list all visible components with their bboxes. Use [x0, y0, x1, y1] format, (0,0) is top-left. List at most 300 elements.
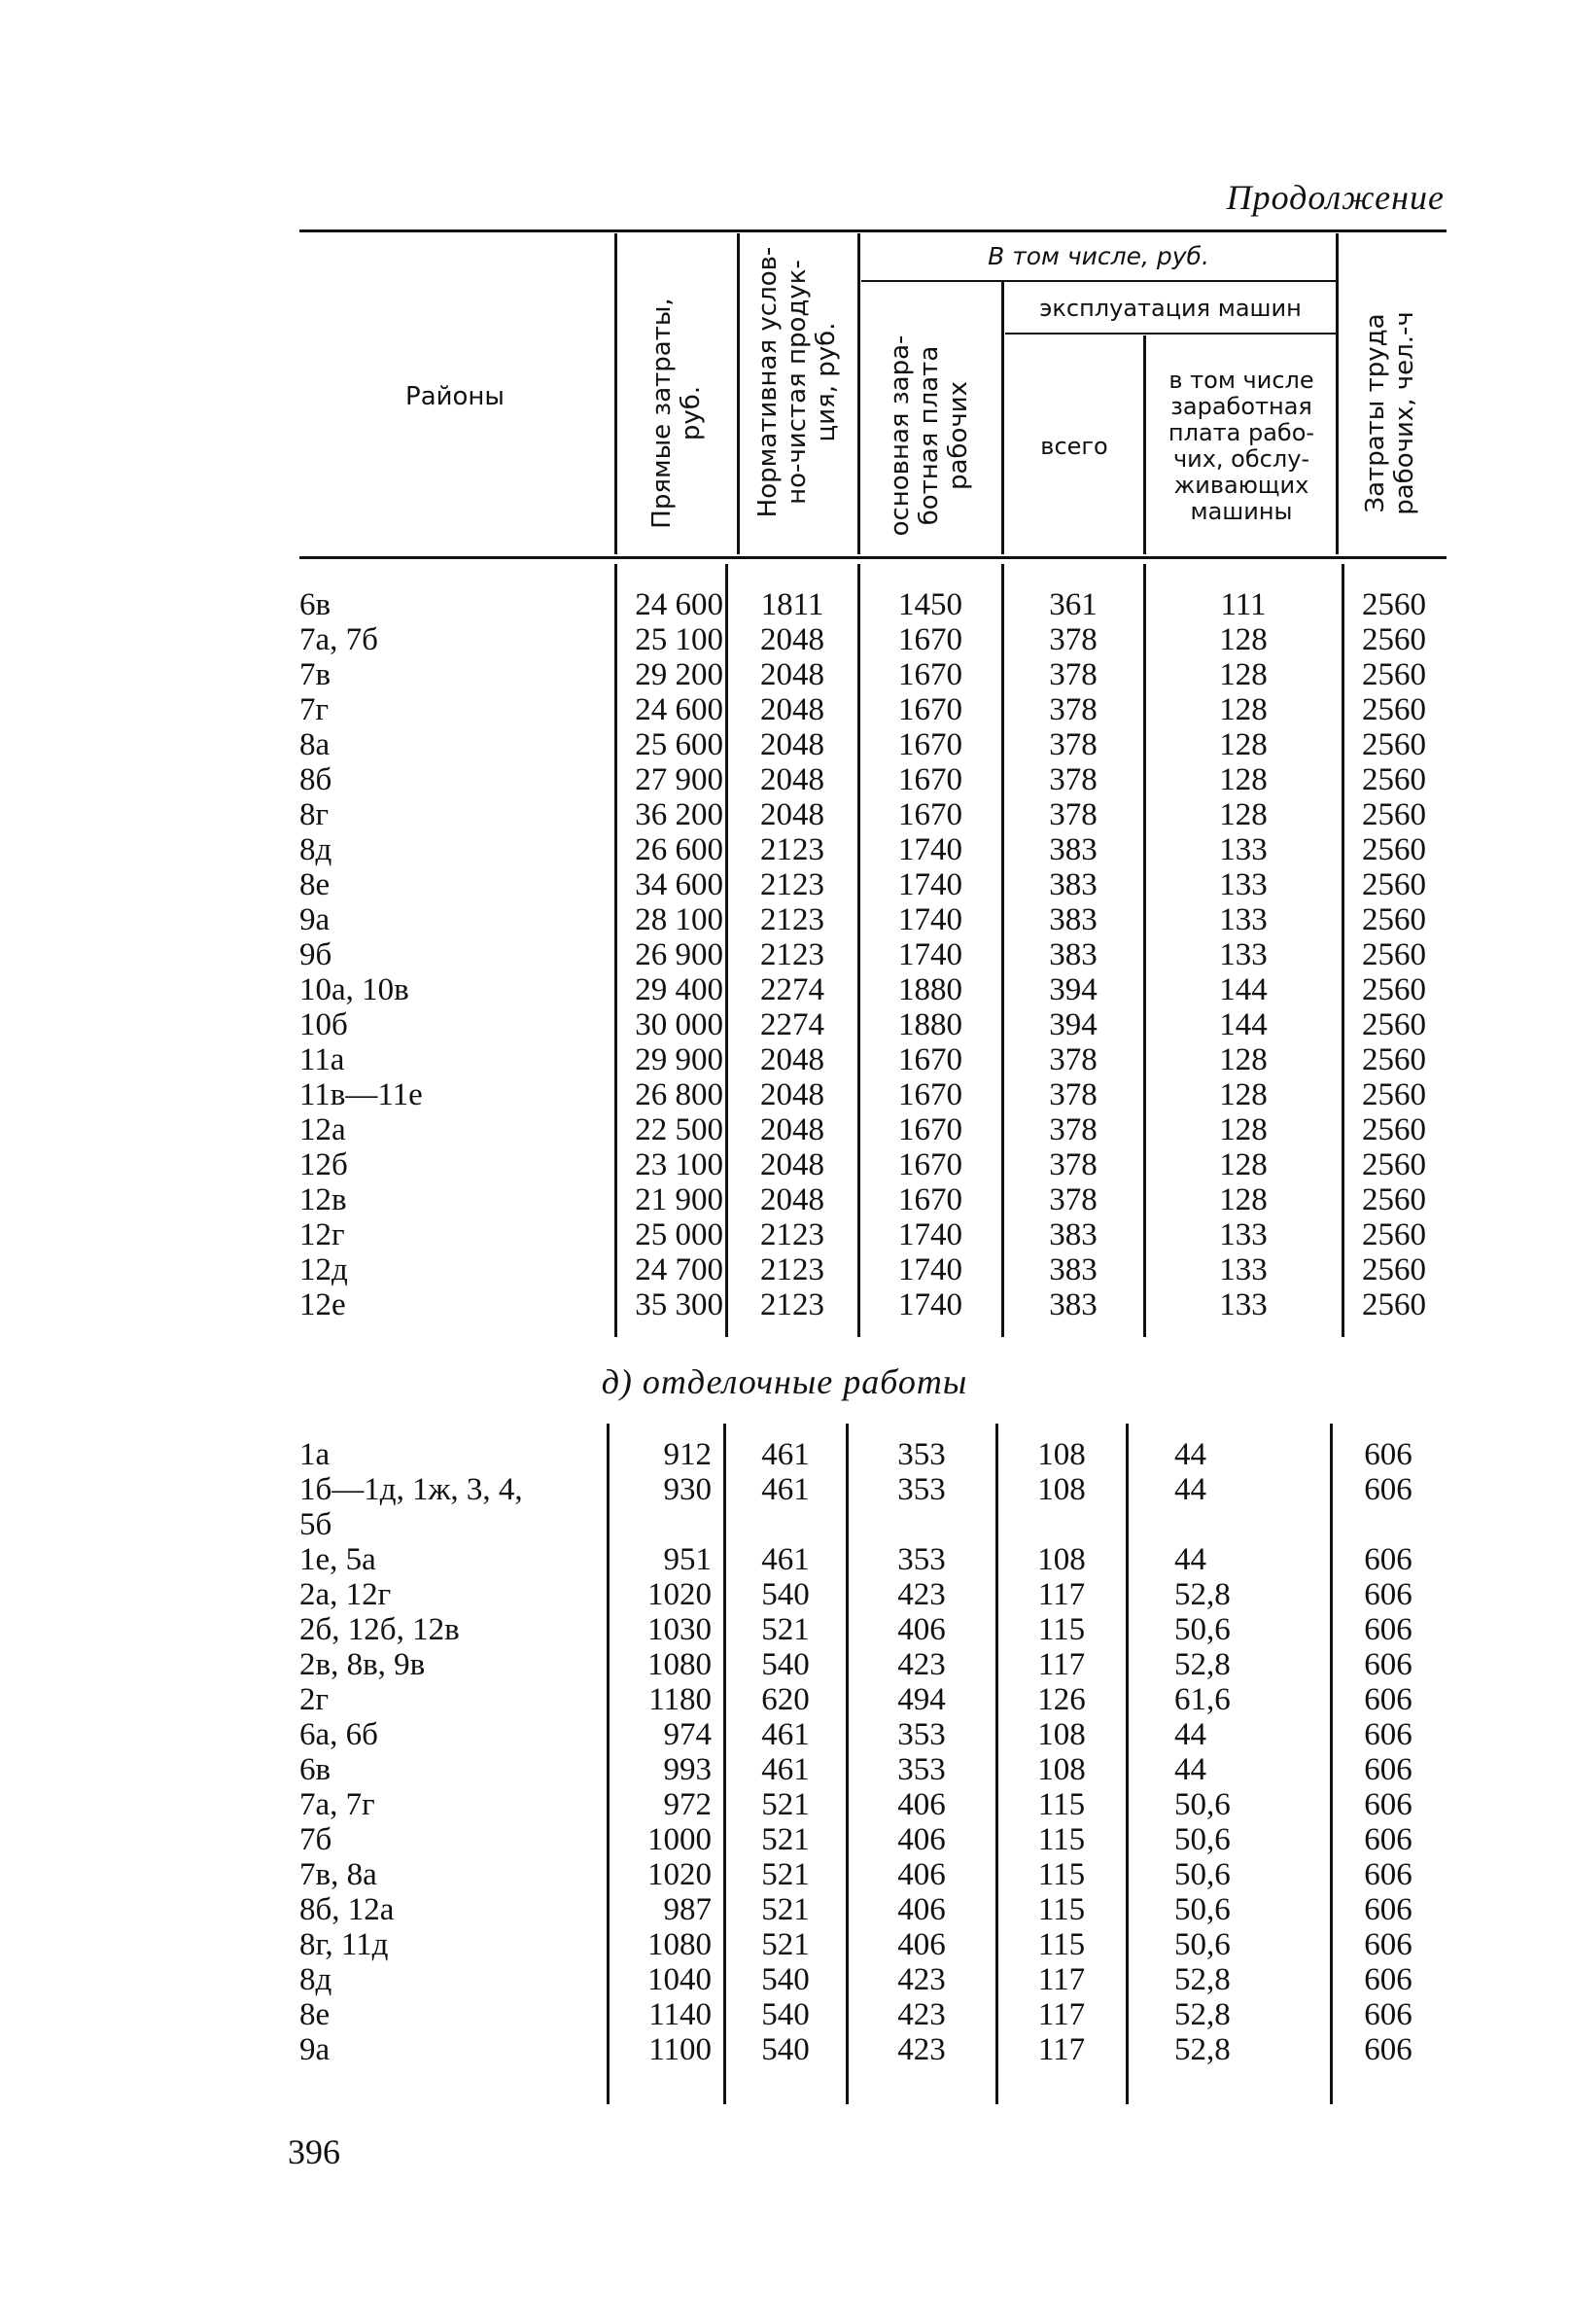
table-cell: 606: [1364, 1962, 1412, 1997]
table-cell: 378: [1049, 1182, 1098, 1217]
table-cell: 353: [897, 1472, 946, 1507]
table-cell: 1740: [898, 1217, 962, 1252]
table-cell: 2123: [760, 867, 824, 902]
row-label: 8г, 11д: [299, 1927, 389, 1962]
table-cell: 521: [761, 1787, 810, 1822]
table-cell: 606: [1364, 1542, 1412, 1577]
table-cell: 406: [897, 1927, 946, 1962]
table-cell: 394: [1049, 1007, 1098, 1042]
table-cell: 521: [761, 1612, 810, 1647]
table-cell: 606: [1364, 1682, 1412, 1717]
table-cell: 620: [761, 1682, 810, 1717]
table-cell: 423: [897, 1962, 946, 1997]
table-cell: 1020: [647, 1577, 712, 1612]
table-cell: 50,6: [1174, 1612, 1231, 1647]
table-cell: 2560: [1362, 657, 1426, 692]
table-cell: 52,8: [1174, 2032, 1231, 2067]
table-cell: 50,6: [1174, 1822, 1231, 1857]
table-cell: 2560: [1362, 797, 1426, 832]
table1-divider: [725, 564, 728, 1337]
table-cell: 24 600: [635, 587, 723, 622]
table-cell: 1740: [898, 937, 962, 972]
table-cell: 606: [1364, 2032, 1412, 2067]
table2-divider: [1330, 1424, 1333, 2104]
table-cell: 23 100: [635, 1147, 723, 1182]
incl-group-header: В том числе, руб.: [988, 242, 1209, 270]
table-cell: 1670: [898, 692, 962, 727]
table-cell: 2560: [1362, 832, 1426, 867]
table-cell: 930: [663, 1472, 712, 1507]
table-cell: 2048: [760, 657, 824, 692]
table-cell: 423: [897, 1997, 946, 2032]
table-cell: 2560: [1362, 937, 1426, 972]
table-cell: 44: [1174, 1542, 1206, 1577]
table-cell: 25 600: [635, 727, 723, 762]
table-cell: 1670: [898, 657, 962, 692]
table-cell: 383: [1049, 1252, 1098, 1287]
table-cell: 115: [1037, 1822, 1086, 1857]
table-cell: 1140: [648, 1997, 712, 2032]
table-cell: 2560: [1362, 622, 1426, 657]
table-cell: 1670: [898, 1077, 962, 1112]
table-cell: 52,8: [1174, 1997, 1231, 2032]
table-cell: 406: [897, 1612, 946, 1647]
header-divider: [1336, 233, 1339, 554]
machines-total-header: всего: [1040, 433, 1108, 460]
table-cell: 521: [761, 1857, 810, 1892]
row-label: 7г: [299, 692, 330, 727]
table-cell: 606: [1364, 1892, 1412, 1927]
table-cell: 378: [1049, 657, 1098, 692]
table-cell: 44: [1174, 1752, 1206, 1787]
table-cell: 1080: [647, 1647, 712, 1682]
table-cell: 540: [761, 1577, 810, 1612]
table-cell: 1740: [898, 902, 962, 937]
table-cell: 26 900: [635, 937, 723, 972]
table-cell: 494: [897, 1682, 946, 1717]
table-cell: 22 500: [635, 1112, 723, 1147]
table-cell: 1080: [647, 1927, 712, 1962]
table-cell: 406: [897, 1787, 946, 1822]
table-cell: 25 100: [635, 622, 723, 657]
table-cell: 117: [1037, 2032, 1086, 2067]
table2-divider: [1126, 1424, 1129, 2104]
table-cell: 50,6: [1174, 1927, 1231, 1962]
row-label: 8е: [299, 1997, 331, 2032]
table-cell: 21 900: [635, 1182, 723, 1217]
table-cell: 117: [1037, 1647, 1086, 1682]
table-cell: 423: [897, 1647, 946, 1682]
table-cell: 383: [1049, 1217, 1098, 1252]
table-cell: 1670: [898, 727, 962, 762]
table-cell: 1100: [648, 2032, 712, 2067]
row-label: 7в, 8а: [299, 1857, 377, 1892]
table-cell: 28 100: [635, 902, 723, 937]
table-cell: 974: [663, 1717, 712, 1752]
table-cell: 1670: [898, 1147, 962, 1182]
table-cell: 1740: [898, 1287, 962, 1322]
header-divider: [1143, 335, 1146, 554]
table-cell: 1180: [648, 1682, 712, 1717]
row-label: 2а, 12г: [299, 1577, 392, 1612]
table-cell: 128: [1219, 797, 1268, 832]
table2-divider: [607, 1424, 610, 2104]
labor-header: Затраты труда рабочих, чел.-ч: [1361, 311, 1419, 515]
regions-header: Районы: [405, 382, 505, 411]
table-cell: 606: [1364, 1822, 1412, 1857]
row-label: 7в: [299, 657, 331, 692]
table-cell: 117: [1037, 1997, 1086, 2032]
table-cell: 378: [1049, 1112, 1098, 1147]
group-rule: [861, 280, 1336, 282]
table-cell: 521: [761, 1892, 810, 1927]
table-cell: 406: [897, 1857, 946, 1892]
table-cell: 972: [663, 1787, 712, 1822]
table-cell: 378: [1049, 762, 1098, 797]
table-cell: 29 400: [635, 972, 723, 1007]
table-cell: 1670: [898, 762, 962, 797]
table-cell: 378: [1049, 1077, 1098, 1112]
table-cell: 461: [761, 1752, 810, 1787]
table-cell: 394: [1049, 972, 1098, 1007]
table-cell: 1670: [898, 1182, 962, 1217]
table-cell: 2048: [760, 762, 824, 797]
table-cell: 26 800: [635, 1077, 723, 1112]
row-label: 8г: [299, 797, 330, 832]
table-cell: 144: [1219, 972, 1268, 1007]
table-cell: 1740: [898, 1252, 962, 1287]
table-cell: 1670: [898, 1112, 962, 1147]
table-cell: 461: [761, 1472, 810, 1507]
table-cell: 115: [1037, 1857, 1086, 1892]
row-label: 9б: [299, 937, 332, 972]
table-cell: 36 200: [635, 797, 723, 832]
table-cell: 2560: [1362, 1252, 1426, 1287]
table-cell: 44: [1174, 1717, 1206, 1752]
table-cell: 2560: [1362, 727, 1426, 762]
row-label: 8б: [299, 762, 332, 797]
table-cell: 2048: [760, 1042, 824, 1077]
header-divider: [1001, 282, 1004, 554]
row-label: 11а: [299, 1042, 345, 1077]
table-cell: 133: [1219, 867, 1268, 902]
table-cell: 378: [1049, 727, 1098, 762]
table-cell: 50,6: [1174, 1787, 1231, 1822]
table-cell: 117: [1037, 1577, 1086, 1612]
continuation-label: Продолжение: [1226, 178, 1445, 217]
row-label: 12б: [299, 1147, 348, 1182]
table-cell: 133: [1219, 1252, 1268, 1287]
table-cell: 1670: [898, 622, 962, 657]
table-cell: 353: [897, 1752, 946, 1787]
table-cell: 27 900: [635, 762, 723, 797]
table-cell: 50,6: [1174, 1892, 1231, 1927]
table-cell: 2560: [1362, 1217, 1426, 1252]
table-cell: 128: [1219, 1182, 1268, 1217]
table-cell: 2560: [1362, 867, 1426, 902]
table-cell: 2048: [760, 797, 824, 832]
table-cell: 1450: [898, 587, 962, 622]
table-cell: 1670: [898, 797, 962, 832]
table2-divider: [723, 1424, 726, 2104]
row-label: 12г: [299, 1217, 345, 1252]
row-label: 7а, 7б: [299, 622, 378, 657]
table-cell: 50,6: [1174, 1857, 1231, 1892]
table-cell: 2560: [1362, 972, 1426, 1007]
table2-divider: [846, 1424, 849, 2104]
table-cell: 24 700: [635, 1252, 723, 1287]
table-cell: 128: [1219, 1042, 1268, 1077]
row-label: 12в: [299, 1182, 347, 1217]
table-cell: 353: [897, 1437, 946, 1472]
table-cell: 2560: [1362, 762, 1426, 797]
table1-divider: [1143, 564, 1146, 1337]
header-divider: [857, 233, 860, 554]
table-cell: 128: [1219, 727, 1268, 762]
table-cell: 1880: [898, 1007, 962, 1042]
row-label: 10б: [299, 1007, 348, 1042]
table-cell: 540: [761, 1647, 810, 1682]
table-cell: 606: [1364, 1577, 1412, 1612]
table-cell: 115: [1037, 1787, 1086, 1822]
table-cell: 34 600: [635, 867, 723, 902]
machines-group-header: эксплуатация машин: [1039, 295, 1302, 322]
table-cell: 108: [1037, 1717, 1086, 1752]
table-cell: 383: [1049, 1287, 1098, 1322]
table-cell: 606: [1364, 1437, 1412, 1472]
table1-divider: [857, 564, 860, 1337]
table-cell: 378: [1049, 1147, 1098, 1182]
row-label: 8а: [299, 727, 331, 762]
table-cell: 2560: [1362, 1112, 1426, 1147]
table2-divider: [995, 1424, 998, 2104]
row-label: 9а: [299, 902, 331, 937]
table-cell: 540: [761, 2032, 810, 2067]
table-cell: 29 900: [635, 1042, 723, 1077]
table1-divider: [1001, 564, 1004, 1337]
table-cell: 30 000: [635, 1007, 723, 1042]
table-cell: 2048: [760, 692, 824, 727]
table-cell: 2560: [1362, 692, 1426, 727]
row-label: 1б—1д, 1ж, 3, 4,: [299, 1472, 523, 1507]
row-label: 2б, 12б, 12в: [299, 1612, 460, 1647]
row-label: 9а: [299, 2032, 331, 2067]
table-cell: 2048: [760, 1077, 824, 1112]
table-cell: 128: [1219, 692, 1268, 727]
table-cell: 606: [1364, 1997, 1412, 2032]
normative-header: Нормативная услов- но-чистая продук- ция, руб.: [753, 246, 841, 518]
table-cell: 26 600: [635, 832, 723, 867]
table-cell: 606: [1364, 1612, 1412, 1647]
table-cell: 2560: [1362, 902, 1426, 937]
table-cell: 378: [1049, 692, 1098, 727]
base-wage-header: основная зара- ботная плата рабочих: [886, 335, 973, 537]
table-cell: 1880: [898, 972, 962, 1007]
table-cell: 2123: [760, 902, 824, 937]
table-cell: 540: [761, 1997, 810, 2032]
table-cell: 406: [897, 1822, 946, 1857]
table-cell: 606: [1364, 1647, 1412, 1682]
table-cell: 521: [761, 1822, 810, 1857]
table-cell: 2560: [1362, 1287, 1426, 1322]
table1-divider: [1342, 564, 1344, 1337]
table-cell: 24 600: [635, 692, 723, 727]
row-label: 8д: [299, 832, 332, 867]
row-label: 5б: [299, 1507, 332, 1542]
table-cell: 44: [1174, 1472, 1206, 1507]
row-label: 2в, 8в, 9в: [299, 1647, 426, 1682]
table-cell: 353: [897, 1542, 946, 1577]
table-cell: 951: [663, 1542, 712, 1577]
table-cell: 2123: [760, 1287, 824, 1322]
table-cell: 2274: [760, 1007, 824, 1042]
row-label: 12е: [299, 1287, 346, 1322]
table-cell: 108: [1037, 1472, 1086, 1507]
table-cell: 35 300: [635, 1287, 723, 1322]
header-divider: [614, 233, 617, 554]
table-cell: 353: [897, 1717, 946, 1752]
table-cell: 912: [663, 1437, 712, 1472]
table-cell: 2048: [760, 1112, 824, 1147]
table-cell: 108: [1037, 1542, 1086, 1577]
table-cell: 606: [1364, 1472, 1412, 1507]
table-cell: 378: [1049, 1042, 1098, 1077]
row-label: 12а: [299, 1112, 346, 1147]
table-cell: 1740: [898, 832, 962, 867]
table-cell: 128: [1219, 657, 1268, 692]
table-cell: 1670: [898, 1042, 962, 1077]
table-cell: 2048: [760, 622, 824, 657]
table-cell: 1020: [647, 1857, 712, 1892]
table-cell: 606: [1364, 1927, 1412, 1962]
table-cell: 115: [1037, 1612, 1086, 1647]
machines-wage-header: в том числе заработная плата рабо- чих, обслу- живающих машины: [1168, 367, 1315, 525]
table-cell: 383: [1049, 937, 1098, 972]
table-cell: 52,8: [1174, 1577, 1231, 1612]
table-cell: 133: [1219, 832, 1268, 867]
table-cell: 1740: [898, 867, 962, 902]
table-cell: 2123: [760, 1217, 824, 1252]
top-rule: [299, 229, 1447, 232]
section-title: д) отделочные работы: [601, 1362, 968, 1401]
row-label: 7б: [299, 1822, 332, 1857]
table-cell: 993: [663, 1752, 712, 1787]
row-label: 12д: [299, 1252, 348, 1287]
row-label: 11в—11е: [299, 1077, 423, 1112]
table-cell: 115: [1037, 1892, 1086, 1927]
table-cell: 461: [761, 1437, 810, 1472]
table-cell: 128: [1219, 1077, 1268, 1112]
table-cell: 461: [761, 1542, 810, 1577]
table-cell: 111: [1220, 587, 1267, 622]
table-cell: 133: [1219, 902, 1268, 937]
table-cell: 29 200: [635, 657, 723, 692]
table-cell: 25 000: [635, 1217, 723, 1252]
table-cell: 2274: [760, 972, 824, 1007]
table-cell: 1040: [647, 1962, 712, 1997]
row-label: 8б, 12а: [299, 1892, 395, 1927]
table-cell: 606: [1364, 1717, 1412, 1752]
table-cell: 606: [1364, 1787, 1412, 1822]
table-cell: 378: [1049, 797, 1098, 832]
table-cell: 2048: [760, 727, 824, 762]
table-cell: 2560: [1362, 1182, 1426, 1217]
table-cell: 2123: [760, 1252, 824, 1287]
table-cell: 2560: [1362, 587, 1426, 622]
table-cell: 1030: [647, 1612, 712, 1647]
row-label: 10а, 10в: [299, 972, 409, 1007]
table-cell: 361: [1049, 587, 1098, 622]
table-cell: 2560: [1362, 1147, 1426, 1182]
table-cell: 1000: [647, 1822, 712, 1857]
table-cell: 144: [1219, 1007, 1268, 1042]
table-cell: 406: [897, 1892, 946, 1927]
table-cell: 133: [1219, 1287, 1268, 1322]
table-cell: 2123: [760, 937, 824, 972]
table-cell: 606: [1364, 1752, 1412, 1787]
table-cell: 540: [761, 1962, 810, 1997]
row-label: 8е: [299, 867, 331, 902]
table-cell: 987: [663, 1892, 712, 1927]
row-label: 1е, 5а: [299, 1542, 376, 1577]
table-cell: 133: [1219, 1217, 1268, 1252]
table-cell: 128: [1219, 762, 1268, 797]
row-label: 2г: [299, 1682, 330, 1717]
table-cell: 52,8: [1174, 1962, 1231, 1997]
table-cell: 2048: [760, 1147, 824, 1182]
table-cell: 1811: [760, 587, 824, 622]
table-cell: 61,6: [1174, 1682, 1231, 1717]
table-cell: 2048: [760, 1182, 824, 1217]
table-cell: 521: [761, 1927, 810, 1962]
table-cell: 2560: [1362, 1042, 1426, 1077]
row-label: 6в: [299, 587, 331, 622]
table-cell: 383: [1049, 832, 1098, 867]
table-cell: 126: [1037, 1682, 1086, 1717]
table-cell: 44: [1174, 1437, 1206, 1472]
table-cell: 383: [1049, 867, 1098, 902]
table-cell: 2560: [1362, 1007, 1426, 1042]
table-cell: 128: [1219, 1147, 1268, 1182]
table-cell: 2560: [1362, 1077, 1426, 1112]
table-cell: 128: [1219, 622, 1268, 657]
table-cell: 383: [1049, 902, 1098, 937]
table-cell: 461: [761, 1717, 810, 1752]
table-cell: 128: [1219, 1112, 1268, 1147]
row-label: 1а: [299, 1437, 331, 1472]
row-label: 8д: [299, 1962, 332, 1997]
table-cell: 52,8: [1174, 1647, 1231, 1682]
table-cell: 117: [1037, 1962, 1086, 1997]
table1-divider: [614, 564, 617, 1337]
table-cell: 423: [897, 1577, 946, 1612]
table-cell: 115: [1037, 1927, 1086, 1962]
header-bottom-rule: [299, 556, 1447, 559]
direct-costs-header: Прямые затраты, руб.: [647, 298, 706, 529]
table-cell: 423: [897, 2032, 946, 2067]
table-cell: 606: [1364, 1857, 1412, 1892]
row-label: 6в: [299, 1752, 331, 1787]
table-cell: 2123: [760, 832, 824, 867]
machines-rule: [1005, 333, 1336, 335]
table-cell: 133: [1219, 937, 1268, 972]
table-cell: 378: [1049, 622, 1098, 657]
table-cell: 108: [1037, 1752, 1086, 1787]
header-divider: [737, 233, 740, 554]
row-label: 6а, 6б: [299, 1717, 378, 1752]
row-label: 7а, 7г: [299, 1787, 375, 1822]
page-number: 396: [288, 2132, 340, 2171]
